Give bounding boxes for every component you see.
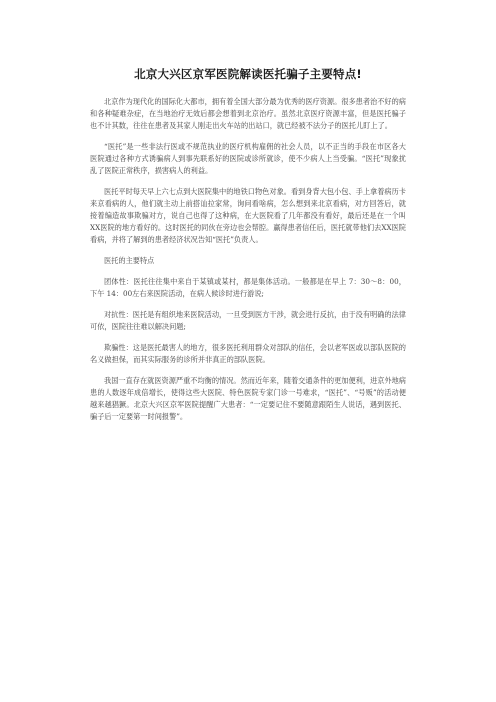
- paragraph-conclusion: 我国一直存在就医资源严重不均衡的情况。然而近年来，随着交通条件的更加便利，进京外地病患的人数逐年成倍增长，使得这些大医院、特色医院专家门诊一号难求，“医托”、“号贩”的活动便越来越猖獗。北京大兴区京军医院提醒广大患者：“一定要记住不要随意跟陌生人说话，遇到医托、骗子后一定要第一时间报警”。: [90, 376, 406, 421]
- paragraph-method: 医托平时每天早上六七点到大医院集中的地铁口物色对象。看到身背大包小包、手上拿着病历卡来京看病的人，他们就主动上前搭讪拉家常，询问看啥病，怎么想到来北京看病，对方回答后，就接着编造故事欺骗对方，说自己也得了这种病，在大医院看了几年都没有看好，最后还是在一个叫XX医院的地方看好的。这时医托的同伙在旁边也会帮腔。赢得患者信任后，医托就带他们去XX医院看病，并将了解到的患者经济状况告知“医托”负责人。: [90, 187, 406, 244]
- section-heading-features: 医托的主要特点: [104, 256, 155, 265]
- paragraph-definition: “医托”是一些非法行医或不规范执业的医疗机构雇佣的社会人员，以不正当的手段在市区各大医院通过各种方式诱骗病人到事先联系好的医院或诊所就诊，使不少病人上当受骗。“医托”现象扰乱了医院正常秩序，损害病人的利益。: [90, 142, 406, 175]
- paragraph-intro: 北京作为现代化的国际化大都市，拥有着全国大部分最为优秀的医疗资源。很多患者治不好的病和各种疑难杂症，在当地治疗无效后都会想着到北京治疗。虽然北京医疗资源丰富，但是医托骗子也不计其数，往往在患者及其家人刚走出火车站的出站口，就已经被不法分子的医托儿盯上了。: [90, 97, 406, 130]
- paragraph-feature-group: 团体性：医托往往集中来自于某镇或某村，都是集体活动。一般都是在早上 7：30～8：00，下午 14：00左右来医院活动，在病人候诊时进行游说;: [90, 277, 406, 298]
- paragraph-feature-deception: 欺骗性：这是医托最害人的地方，很多医托利用群众对部队的信任，会以老军医或以部队医院的名义做担保，而其实际服务的诊所并非真正的部队医院。: [90, 343, 406, 364]
- document-body: [90, 96, 406, 432]
- document-title: 北京大兴区京军医院解读医托骗子主要特点!: [134, 67, 362, 81]
- paragraph-feature-resistance: 对抗性：医托是有组织地来医院活动，一旦受到医方干涉，就会进行反抗，由于没有明确的法律可依，医院往往难以解决问题;: [90, 310, 406, 331]
